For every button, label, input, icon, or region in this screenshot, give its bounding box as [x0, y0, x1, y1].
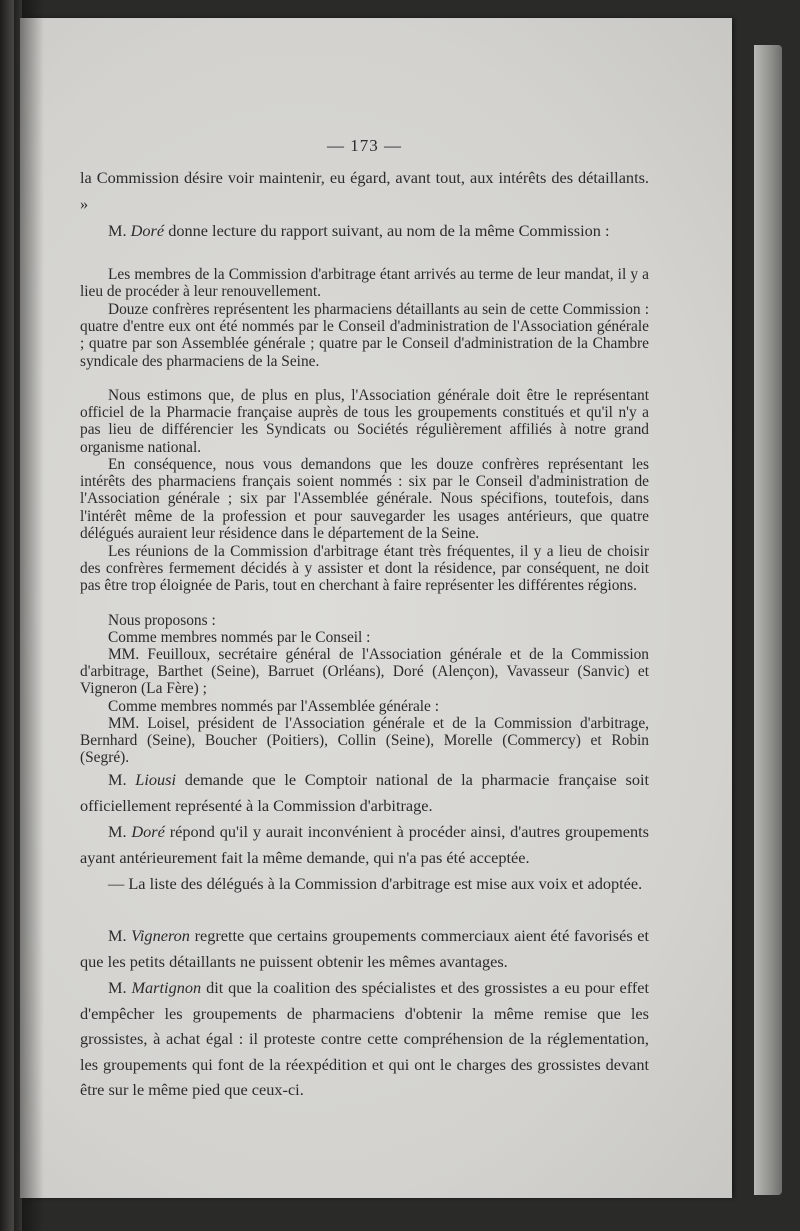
- report-paragraph-5: Les réunions de la Commission d'arbitrage étant très fréquentes, il y a lieu de choisir des confrères fermement décidés à y assister et dont la résidence, par conséquent, ne doit pas être trop éloignée de Paris, tout en cherchant à faire représenter les différentes régions.: [80, 543, 649, 595]
- council-heading: Comme membres nommés par le Conseil :: [108, 629, 371, 646]
- paragraph-martignon: [80, 975, 649, 1103]
- speaker-prefix: M.: [108, 221, 127, 240]
- paragraph-dore-reply: [80, 819, 649, 870]
- speaker-name: Vigneron: [131, 926, 190, 945]
- book-page: [20, 18, 732, 1198]
- report-paragraph-1: Les membres de la Commission d'arbitrage étant arrivés au terme de leur mandat, il y a lieu de procéder à leur renouvellement.: [80, 266, 649, 301]
- report-paragraph-4: En conséquence, nous vous demandons que les douze confrères représentant les intérêts des pharmaciens français soient nommés : six par le Conseil d'administration de l'Association générale ; six par l'Assemblée générale. Nous spécifions, toutefois, dans l'intérêt même de la profession et pour sauvegarder les usages antérieurs, que quatre délégués auraient leur résidence dans le département de la Seine.: [80, 456, 649, 542]
- paragraph-text: dit que la coalition des spécialistes et des grossistes a eu pour effet d'empêcher les groupements de pharmaciens d'obtenir la même remise que les grossistes, à achat égal : il proteste contre cette compréhension de la réglementation, les groupements qui font de la réexpédition et qui ont le charges des grossistes devant être sur le même pied que ceux-ci.: [80, 978, 649, 1099]
- council-members: MM. Feuilloux, secrétaire général de l'Association générale et de la Commission d'arbitrage, Barthet (Seine), Barruet (Orléans), Doré (Alençon), Vavasseur (Sanvic) et Vigneron (La Fère) ;: [80, 646, 649, 698]
- report-paragraph-2: Douze confrères représentent les pharmaciens détaillants au sein de cette Commission : quatre d'entre eux ont été nommés par le Conseil d'administration de l'Association générale ; quatre par son Assemblée générale ; quatre par le Conseil d'administration de la Chambre syndicale des pharmaciens de la Seine.: [80, 301, 649, 370]
- paragraph-continuation: la Commission désire voir maintenir, eu égard, avant tout, aux intérêts des détaillants. »: [80, 168, 649, 213]
- speaker-name: Martignon: [131, 978, 202, 997]
- speaker-prefix: M.: [108, 822, 127, 841]
- binding-shadow: [14, 0, 44, 1231]
- speaker-prefix: M.: [108, 926, 127, 945]
- paragraph-vote: — La liste des délégués à la Commission d'arbitrage est mise aux voix et adoptée.: [108, 874, 643, 893]
- proposal-intro: Nous proposons :: [108, 612, 216, 629]
- speaker-name: Doré: [131, 822, 165, 841]
- paragraph-text: donne lecture du rapport suivant, au nom de la même Commission :: [168, 221, 610, 240]
- page-number: — 173 —: [327, 136, 402, 155]
- speaker-name: Doré: [130, 221, 165, 240]
- paragraph-vigneron: [80, 923, 649, 974]
- speaker-name: Liousi: [135, 770, 176, 789]
- paragraph-liousi: [80, 767, 649, 818]
- paragraph-text: demande que le Comptoir national de la pharmacie française soit officiellement représenté à la Commission d'arbitrage.: [80, 770, 650, 815]
- paragraph-dore-report: [80, 218, 649, 244]
- assembly-members: MM. Loisel, président de l'Association générale et de la Commission d'arbitrage, Bernhard (Seine), Boucher (Poitiers), Collin (Seine), Morelle (Commercy) et Robin (Segré).: [80, 715, 649, 767]
- paragraph-text: répond qu'il y aurait inconvénient à procéder ainsi, d'autres groupements ayant antérieurement fait la même demande, qui n'a pas été acceptée.: [80, 822, 650, 867]
- page-stack-edge: [754, 45, 782, 1195]
- report-paragraph-3: Nous estimons que, de plus en plus, l'Association générale doit être le représentant officiel de la Pharmacie française auprès de tous les groupements constitués et qu'il n'y a pas lieu de différencier les Syndicats ou Sociétés régulièrement affiliés à notre grand organisme national.: [80, 387, 649, 456]
- speaker-prefix: M.: [108, 770, 127, 789]
- paragraph-text: regrette que certains groupements commerciaux aient été favorisés et que les petits détaillants ne puissent obtenir les mêmes avantages.: [80, 926, 650, 971]
- speaker-prefix: M.: [108, 978, 127, 997]
- assembly-heading: Comme membres nommés par l'Assemblée générale :: [108, 698, 440, 715]
